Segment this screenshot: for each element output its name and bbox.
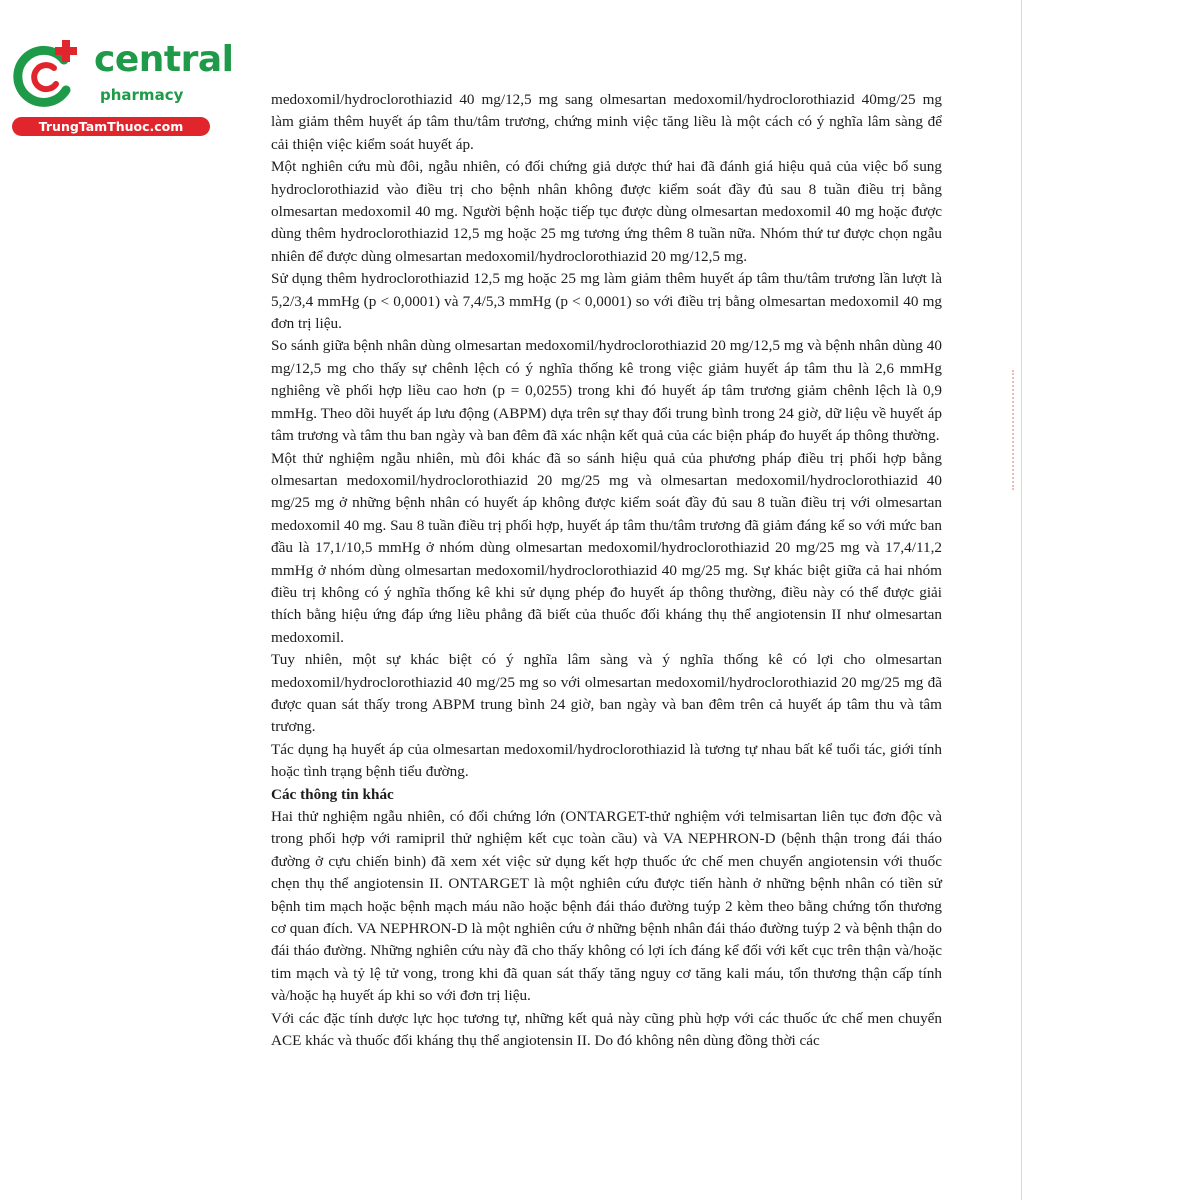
paragraph: medoxomil/hydroclorothiazid 40 mg/12,5 mg sang olmesartan medoxomil/hydroclorothiazid 40mg/25 mg làm giảm thêm huyết áp tâm thu/tâm trương, chứng minh việc tăng liều là một cách có ý nghĩa lâm sàng để cải thiện việc kiểm soát huyết áp. bbox=[271, 91, 942, 153]
central-pharmacy-logo[interactable] bbox=[10, 38, 234, 136]
margin-stamp-mark bbox=[1012, 370, 1028, 490]
paragraph: Với các đặc tính dược lực học tương tự, những kết quả này cũng phù hợp với các thuốc ức chế men chuyển ACE khác và thuốc đối kháng thụ thể angiotensin II. Do đó không nên dùng đồng thời các bbox=[271, 1009, 942, 1050]
brand-subtitle: pharmacy bbox=[100, 86, 184, 104]
document-body bbox=[271, 89, 942, 1052]
brand-url-badge[interactable]: TrungTamThuoc.com bbox=[12, 117, 210, 136]
paragraph: Sử dụng thêm hydroclorothiazid 12,5 mg hoặc 25 mg làm giảm thêm huyết áp tâm thu/tâm trương lần lượt là 5,2/3,4 mmHg (p < 0,0001) và 7,4/5,3 mmHg (p < 0,0001) so với điều trị bằng olmesartan medoxomil 40 mg đơn trị liệu. bbox=[271, 270, 942, 333]
pharmacy-cross-icon bbox=[10, 38, 82, 110]
paragraph: Một nghiên cứu mù đôi, ngẫu nhiên, có đối chứng giả dược thứ hai đã đánh giá hiệu quả của việc bổ sung hydroclorothiazid vào điều trị cho bệnh nhân không được kiểm soát đầy đủ sau 8 tuần điều trị bằng olmesartan medoxomil 40 mg. Người bệnh hoặc tiếp tục được dùng olmesartan medoxomil 40 mg hoặc được dùng thêm hydroclorothiazid 12,5 mg hoặc 25 mg tương ứng thêm 8 tuần nữa. Nhóm thứ tư được chọn ngẫu nhiên để được dùng olmesartan medoxomil/hydroclorothiazid 20 mg/12,5 mg. bbox=[271, 158, 942, 265]
paragraph: Tuy nhiên, một sự khác biệt có ý nghĩa lâm sàng và ý nghĩa thống kê có lợi cho olmesartan medoxomil/hydroclorothiazid 40 mg/25 mg so với olmesartan medoxomil/hydroclorothiazid 20 mg/25 mg đã được quan sát thấy trong ABPM trung bình 24 giờ, ban ngày và ban đêm trên cả huyết áp tâm thu và tâm trương. bbox=[271, 651, 942, 736]
paragraph: Một thử nghiệm ngẫu nhiên, mù đôi khác đã so sánh hiệu quả của phương pháp điều trị phối hợp bằng olmesartan medoxomil/hydroclorothiazid 20 mg/25 mg và olmesartan medoxomil/hydroclorothiazid 40 mg/25 mg ở những bệnh nhân có huyết áp không được kiểm soát đầy đủ sau 8 tuần điều trị với olmesartan medoxomil 40 mg. Sau 8 tuần điều trị phối hợp, huyết áp tâm thu/tâm trương đã giảm đáng kể so với mức ban đầu là 17,1/10,5 mmHg ở nhóm dùng olmesartan medoxomil/hydroclorothiazid 20 mg/25 mg và 17,4/11,2 mmHg ở nhóm dùng olmesartan medoxomil/hydroclorothiazid 40 mg/25 mg. Sự khác biệt giữa cả hai nhóm điều trị không có ý nghĩa thống kê khi sử dụng phép đo huyết áp thông thường, điều này có thể được giải thích bằng hiệu ứng đáp ứng liều phẳng đã biết của thuốc đối kháng thụ thể angiotensin II như olmesartan medoxomil. bbox=[271, 449, 942, 646]
brand-name: central bbox=[94, 39, 234, 80]
paragraph: Tác dụng hạ huyết áp của olmesartan medoxomil/hydroclorothiazid là tương tự nhau bất kể tuổi tác, giới tính hoặc tình trạng bệnh tiểu đường. bbox=[271, 740, 942, 781]
page-edge bbox=[1021, 0, 1022, 1200]
paragraph: Hai thử nghiệm ngẫu nhiên, có đối chứng lớn (ONTARGET-thử nghiệm với telmisartan liên tục đơn độc và trong phối hợp với ramipril thử nghiệm kết cục toàn cầu) và VA NEPHRON-D (bệnh thận trong đái tháo đường ở cựu chiến binh) đã xem xét việc sử dụng kết hợp thuốc ức chế men chuyển angiotensin với thuốc chẹn thụ thể angiotensin II. ONTARGET là một nghiên cứu được tiến hành ở những bệnh nhân có tiền sử bệnh tim mạch hoặc bệnh mạch máu não hoặc bệnh đái tháo đường tuýp 2 kèm theo bằng chứng tổn thương cơ quan đích. VA NEPHRON-D là một nghiên cứu ở những bệnh nhân đái tháo đường tuýp 2 và bệnh thận do đái tháo đường. Những nghiên cứu này đã cho thấy không có lợi ích đáng kể đối với kết cục trên thận và/hoặc tim mạch và tỷ lệ tử vong, trong khi đã quan sát thấy tăng nguy cơ tăng kali máu, tổn thương thận cấp tính và/hoặc hạ huyết áp khi so với đơn trị liệu. bbox=[271, 808, 942, 1005]
section-heading: Các thông tin khác bbox=[271, 785, 394, 803]
paragraph: So sánh giữa bệnh nhân dùng olmesartan medoxomil/hydroclorothiazid 20 mg/12,5 mg và bệnh nhân dùng 40 mg/12,5 mg cho thấy sự chênh lệch có ý nghĩa thống kê trong việc giảm huyết áp tâm thu là 2,6 mmHg nghiêng về phối hợp liều cao hơn (p = 0,0255) trong khi đó huyết áp tâm trương giảm chênh lệch là 0,9 mmHg. Theo dõi huyết áp lưu động (ABPM) dựa trên sự thay đổi trung bình trong 24 giờ, dữ liệu về huyết áp tâm trương và tâm thu ban ngày và ban đêm đã xác nhận kết quả của các biện pháp đo huyết áp thông thường. bbox=[271, 337, 942, 445]
